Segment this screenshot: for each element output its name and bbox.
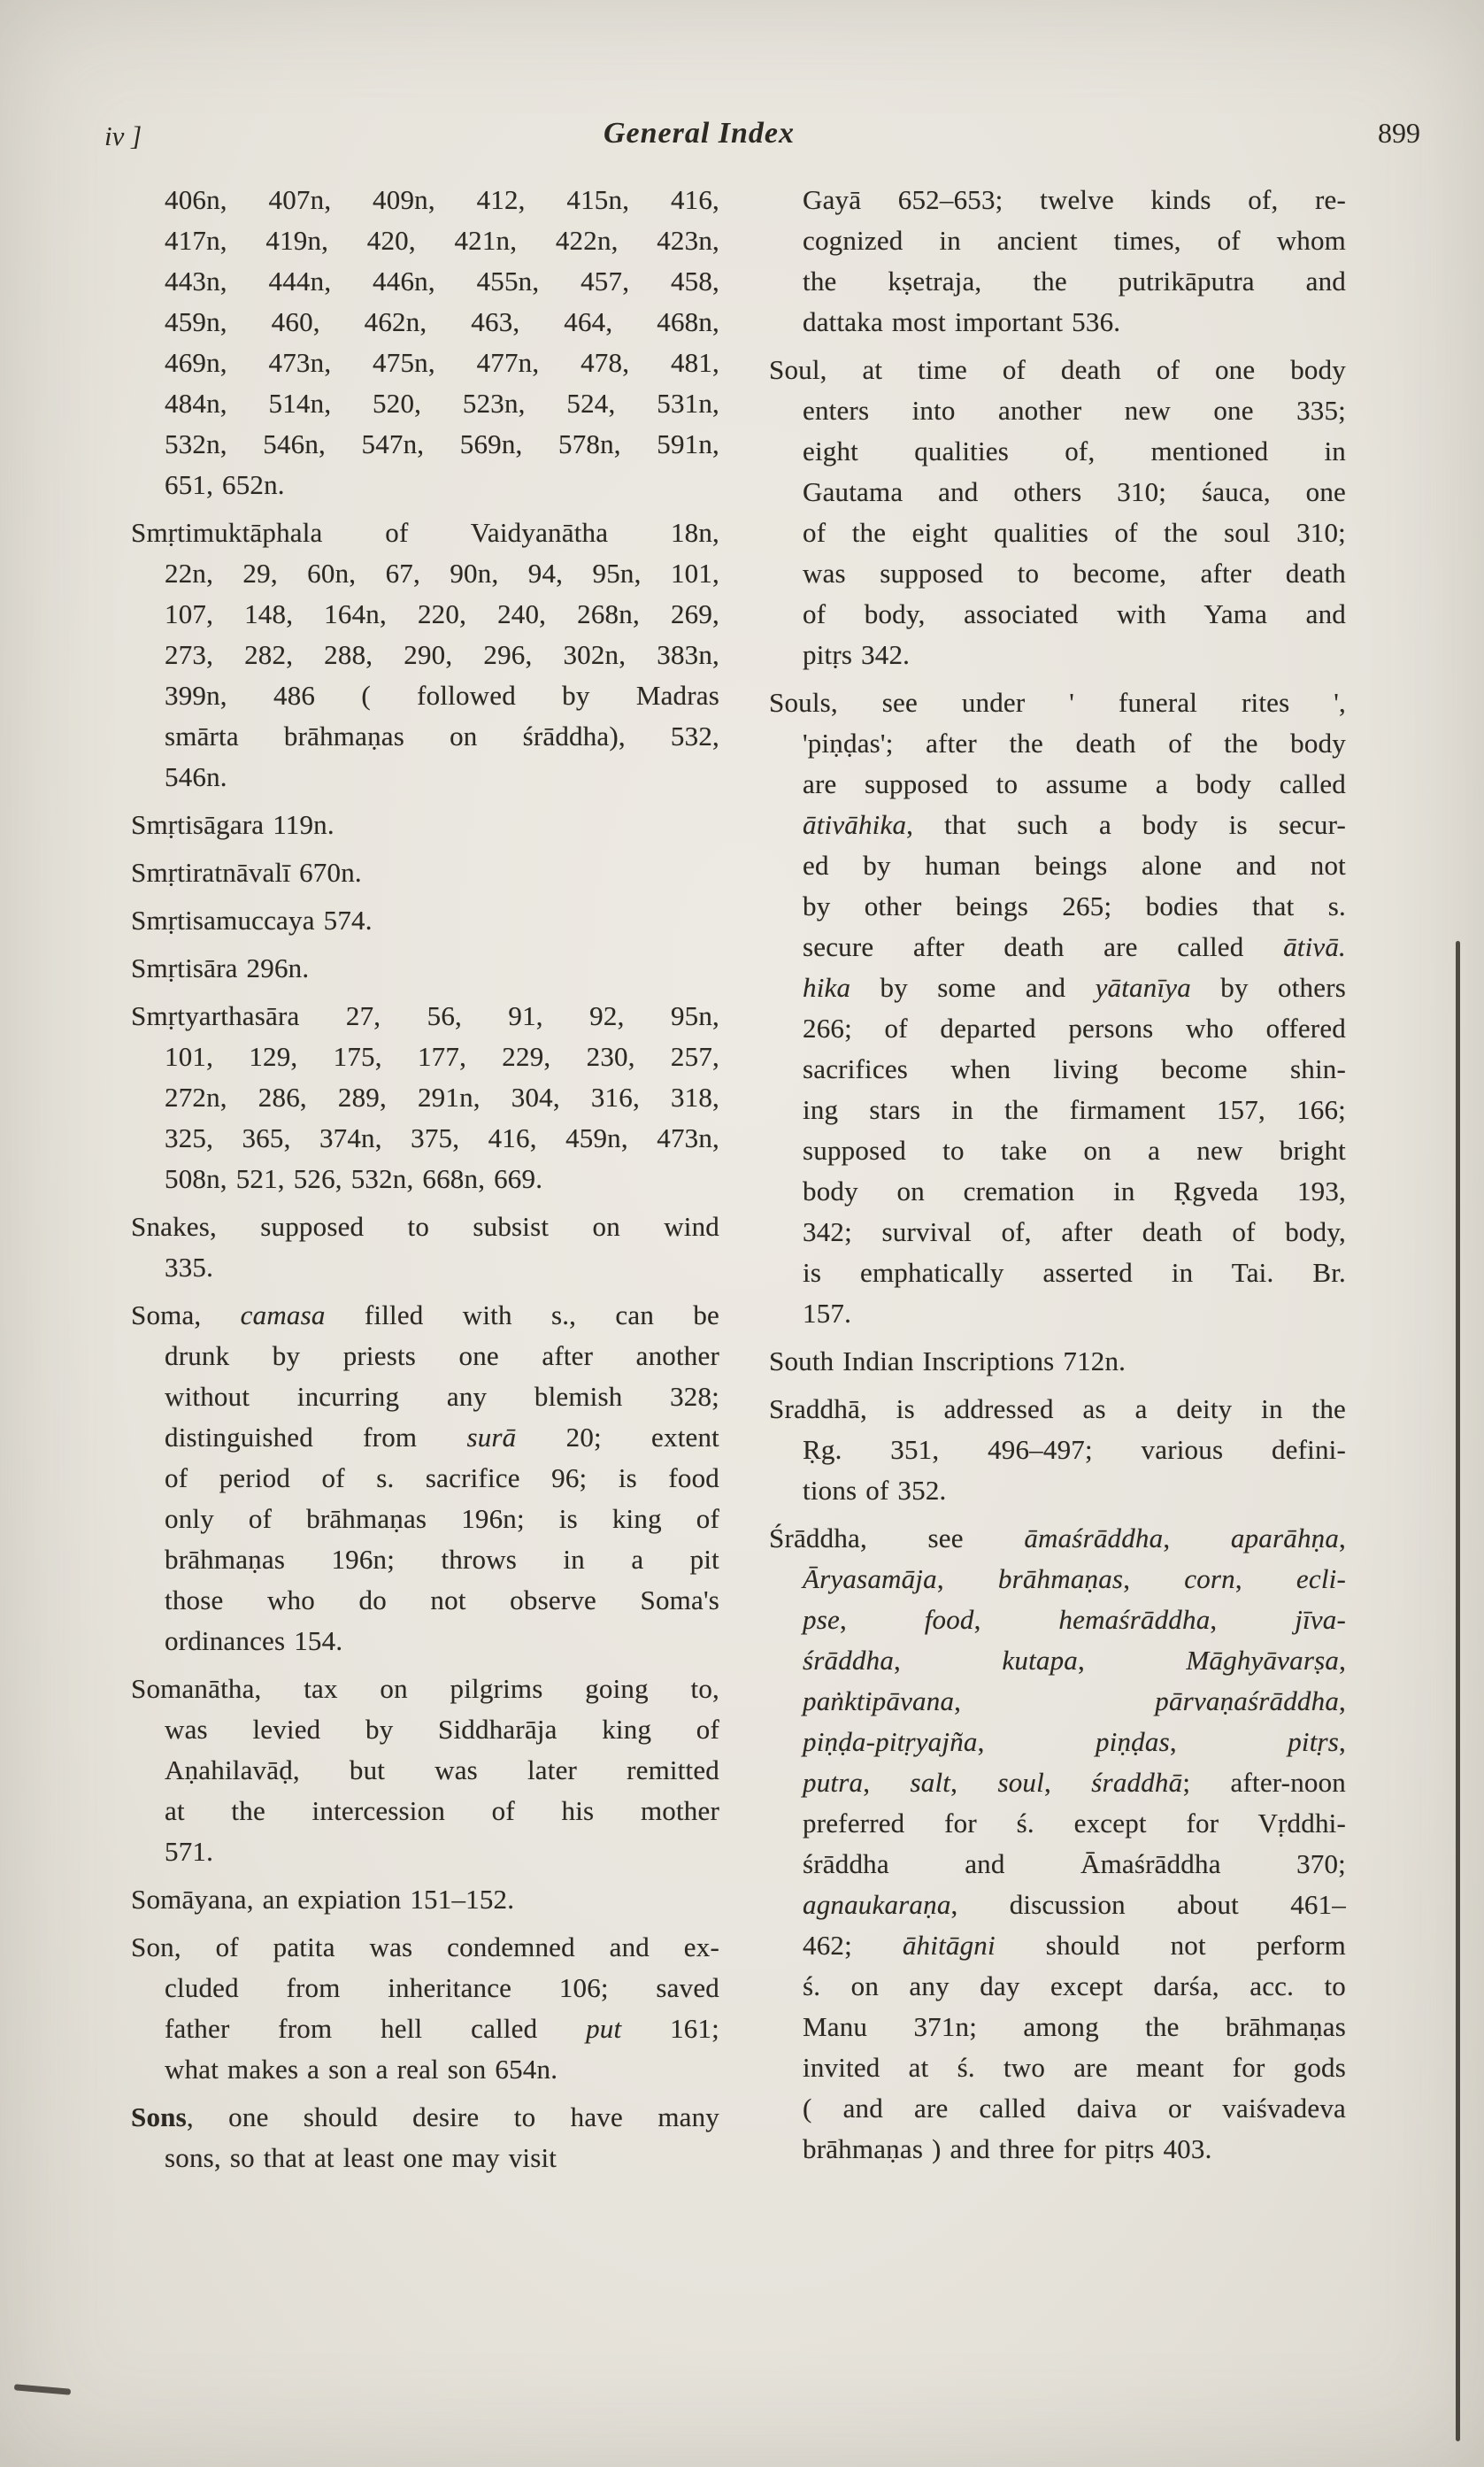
text-line: 22n, 29, 60n, 67, 90n, 94, 95n, 101,: [165, 558, 719, 589]
text-line: 325, 365, 374n, 375, 416, 459n, 473n,: [165, 1122, 719, 1153]
text-line: is emphatically asserted in Tai. Br.: [803, 1257, 1346, 1288]
index-entry: [769, 1518, 1346, 2170]
index-entry: [131, 852, 719, 893]
index-entry: [769, 350, 1346, 675]
text-line: without incurring any blemish 328;: [165, 1381, 719, 1412]
text-line: Snakes, supposed to subsist on wind: [131, 1211, 719, 1242]
text-line: father from hell called put 161;: [165, 2013, 719, 2044]
page-number: 899: [1378, 117, 1420, 149]
text-line: pitṛs 342.: [803, 639, 911, 670]
index-entry: [131, 1295, 719, 1661]
text-line: 272n, 286, 289, 291n, 304, 316, 318,: [165, 1082, 719, 1113]
text-line: Smṛtisāgara 119n.: [131, 809, 334, 840]
text-line: 462; āhitāgni should not perform: [803, 1930, 1346, 1961]
text-line: Son, of patita was condemned and ex-: [131, 1931, 719, 1962]
index-entry: [131, 996, 719, 1199]
text-line: was levied by Siddharāja king of: [165, 1714, 719, 1745]
text-line: paṅktipāvana, pārvaṇaśrāddha,: [803, 1685, 1346, 1716]
text-line: of period of s. sacrifice 96; is food: [165, 1462, 719, 1493]
text-line: brāhmaṇas ) and three for pitṛs 403.: [803, 2133, 1212, 2164]
text-line: only of brāhmaṇas 196n; is king of: [165, 1503, 719, 1534]
text-line: sons, so that at least one may visit: [165, 2142, 557, 2173]
text-line: was supposed to become, after death: [803, 558, 1346, 589]
text-line: Somanātha, tax on pilgrims going to,: [131, 1673, 719, 1704]
text-line: 406n, 407n, 409n, 412, 415n, 416,: [165, 184, 719, 215]
text-line: by other beings 265; bodies that s.: [803, 890, 1346, 921]
text-line: 273, 282, 288, 290, 296, 302n, 383n,: [165, 639, 719, 670]
text-line: Souls, see under ' funeral rites ',: [769, 687, 1346, 718]
text-line: 459n, 460, 462n, 463, 464, 468n,: [165, 306, 719, 337]
index-entry: [131, 1669, 719, 1872]
text-line: 469n, 473n, 475n, 477n, 478, 481,: [165, 347, 719, 378]
text-line: cluded from inheritance 106; saved: [165, 1972, 719, 2003]
text-line: 546n.: [165, 761, 227, 792]
text-line: 'piṇḍas'; after the death of the body: [803, 728, 1346, 759]
text-line: ( and are called daiva or vaiśvadeva: [803, 2093, 1346, 2124]
text-line: Smṛtiratnāvalī 670n.: [131, 857, 362, 888]
text-line: Smṛtyarthasāra 27, 56, 91, 92, 95n,: [131, 1000, 719, 1031]
index-entry: [131, 948, 719, 989]
text-line: 484n, 514n, 520, 523n, 524, 531n,: [165, 388, 719, 419]
text-line: 417n, 419n, 420, 421n, 422n, 423n,: [165, 225, 719, 256]
text-line: Sraddhā, is addressed as a deity in the: [769, 1393, 1346, 1424]
index-entry: [131, 1927, 719, 2090]
index-entry: [131, 1207, 719, 1288]
text-line: Gayā 652–653; twelve kinds of, re-: [803, 184, 1346, 215]
page-header: [0, 117, 1484, 156]
text-line: eight qualities of, mentioned in: [803, 436, 1346, 466]
index-entry: [131, 805, 719, 845]
text-line: Śrāddha, see āmaśrāddha, aparāhṇa,: [769, 1523, 1346, 1553]
text-line: ātivāhika, that such a body is secur-: [803, 809, 1346, 840]
text-line: secure after death are called ātivā.: [803, 931, 1346, 962]
text-line: 157.: [803, 1298, 852, 1329]
text-line: are supposed to assume a body called: [803, 768, 1346, 799]
text-line: drunk by priests one after another: [165, 1340, 719, 1371]
text-line: 508n, 521, 526, 532n, 668n, 669.: [165, 1163, 543, 1194]
text-line: 443n, 444n, 446n, 455n, 457, 458,: [165, 266, 719, 297]
text-line: enters into another new one 335;: [803, 395, 1346, 426]
text-line: Smṛtisāra 296n.: [131, 952, 310, 983]
index-content: [131, 180, 1346, 2186]
text-line: body on cremation in Ṛgveda 193,: [803, 1176, 1346, 1207]
text-line: śrāddha and Āmaśrāddha 370;: [803, 1848, 1346, 1879]
text-line: supposed to take on a new bright: [803, 1135, 1346, 1166]
text-line: 266; of departed persons who offered: [803, 1013, 1346, 1044]
text-line: Sons, one should desire to have many: [131, 2101, 719, 2132]
text-line: the kṣetraja, the putrikāputra and: [803, 266, 1346, 297]
index-entry: [769, 180, 1346, 343]
text-line: Manu 371n; among the brāhmaṇas: [803, 2011, 1346, 2042]
text-line: Smṛtimuktāphala of Vaidyanātha 18n,: [131, 517, 719, 548]
text-line: those who do not observe Soma's: [165, 1584, 719, 1615]
index-entry: [131, 2097, 719, 2178]
text-line: 651, 652n.: [165, 469, 285, 500]
text-line: cognized in ancient times, of whom: [803, 225, 1346, 256]
text-line: agnaukaraṇa, discussion about 461–: [803, 1889, 1346, 1920]
page-title: General Index: [603, 117, 796, 150]
section-ref: iv ]: [104, 120, 142, 151]
text-line: 571.: [165, 1836, 214, 1867]
text-line: hika by some and yātanīya by others: [803, 972, 1346, 1003]
text-line: Āryasamāja, brāhmaṇas, corn, ecli-: [803, 1563, 1346, 1594]
text-line: Gautama and others 310; śauca, one: [803, 476, 1346, 507]
column-right: [769, 180, 1346, 2186]
text-line: smārta brāhmaṇas on śrāddha), 532,: [165, 721, 719, 752]
text-line: ing stars in the firmament 157, 166;: [803, 1094, 1346, 1125]
index-entry: [769, 682, 1346, 1334]
text-line: putra, salt, soul, śraddhā; after-noon: [803, 1767, 1347, 1798]
text-line: at the intercession of his mother: [165, 1795, 719, 1826]
text-line: tions of 352.: [803, 1475, 947, 1506]
text-line: 399n, 486 ( followed by Madras: [165, 680, 719, 711]
text-line: dattaka most important 536.: [803, 306, 1121, 337]
text-line: Soul, at time of death of one body: [769, 354, 1346, 385]
scan-artifact-bottom-left: [14, 2384, 71, 2395]
text-line: Soma, camasa filled with s., can be: [131, 1299, 719, 1330]
text-line: 342; survival of, after death of body,: [803, 1216, 1346, 1247]
text-line: South Indian Inscriptions 712n.: [769, 1345, 1126, 1376]
text-line: pse, food, hemaśrāddha, jīva-: [803, 1604, 1346, 1635]
text-line: 532n, 546n, 547n, 569n, 578n, 591n,: [165, 428, 719, 459]
text-line: ordinances 154.: [165, 1625, 343, 1656]
text-line: piṇḍa-pitṛyajña, piṇḍas, pitṛs,: [803, 1726, 1346, 1757]
column-left: [131, 180, 719, 2186]
text-line: preferred for ś. except for Vṛddhi-: [803, 1808, 1346, 1839]
index-entry: [131, 1879, 719, 1920]
text-line: 335.: [165, 1252, 214, 1283]
text-line: ś. on any day except darśa, acc. to: [803, 1970, 1346, 2001]
index-entry: [131, 180, 719, 505]
text-line: Ṛg. 351, 496–497; various defini-: [803, 1434, 1346, 1465]
text-line: śrāddha, kutapa, Māghyāvarṣa,: [803, 1645, 1347, 1676]
text-line: of body, associated with Yama and: [803, 598, 1346, 629]
text-line: 101, 129, 175, 177, 229, 230, 257,: [165, 1041, 719, 1072]
text-line: invited at ś. two are meant for gods: [803, 2052, 1346, 2083]
index-entry: [769, 1341, 1346, 1382]
text-line: 107, 148, 164n, 220, 240, 268n, 269,: [165, 598, 719, 629]
text-line: Smṛtisamuccaya 574.: [131, 905, 373, 936]
index-entry: [769, 1389, 1346, 1511]
text-line: what makes a son a real son 654n.: [165, 2054, 558, 2085]
index-entry: [131, 513, 719, 798]
scan-artifact-right-edge: [1456, 941, 1460, 2441]
text-line: ed by human beings alone and not: [803, 850, 1346, 881]
text-line: brāhmaṇas 196n; throws in a pit: [165, 1544, 719, 1575]
text-line: distinguished from surā 20; extent: [165, 1422, 719, 1453]
text-line: Somāyana, an expiation 151–152.: [131, 1884, 515, 1915]
index-entry: [131, 900, 719, 941]
text-line: of the eight qualities of the soul 310;: [803, 517, 1346, 548]
text-line: Aṇahilavāḍ, but was later remitted: [165, 1754, 719, 1785]
text-line: sacrifices when living become shin-: [803, 1053, 1346, 1084]
